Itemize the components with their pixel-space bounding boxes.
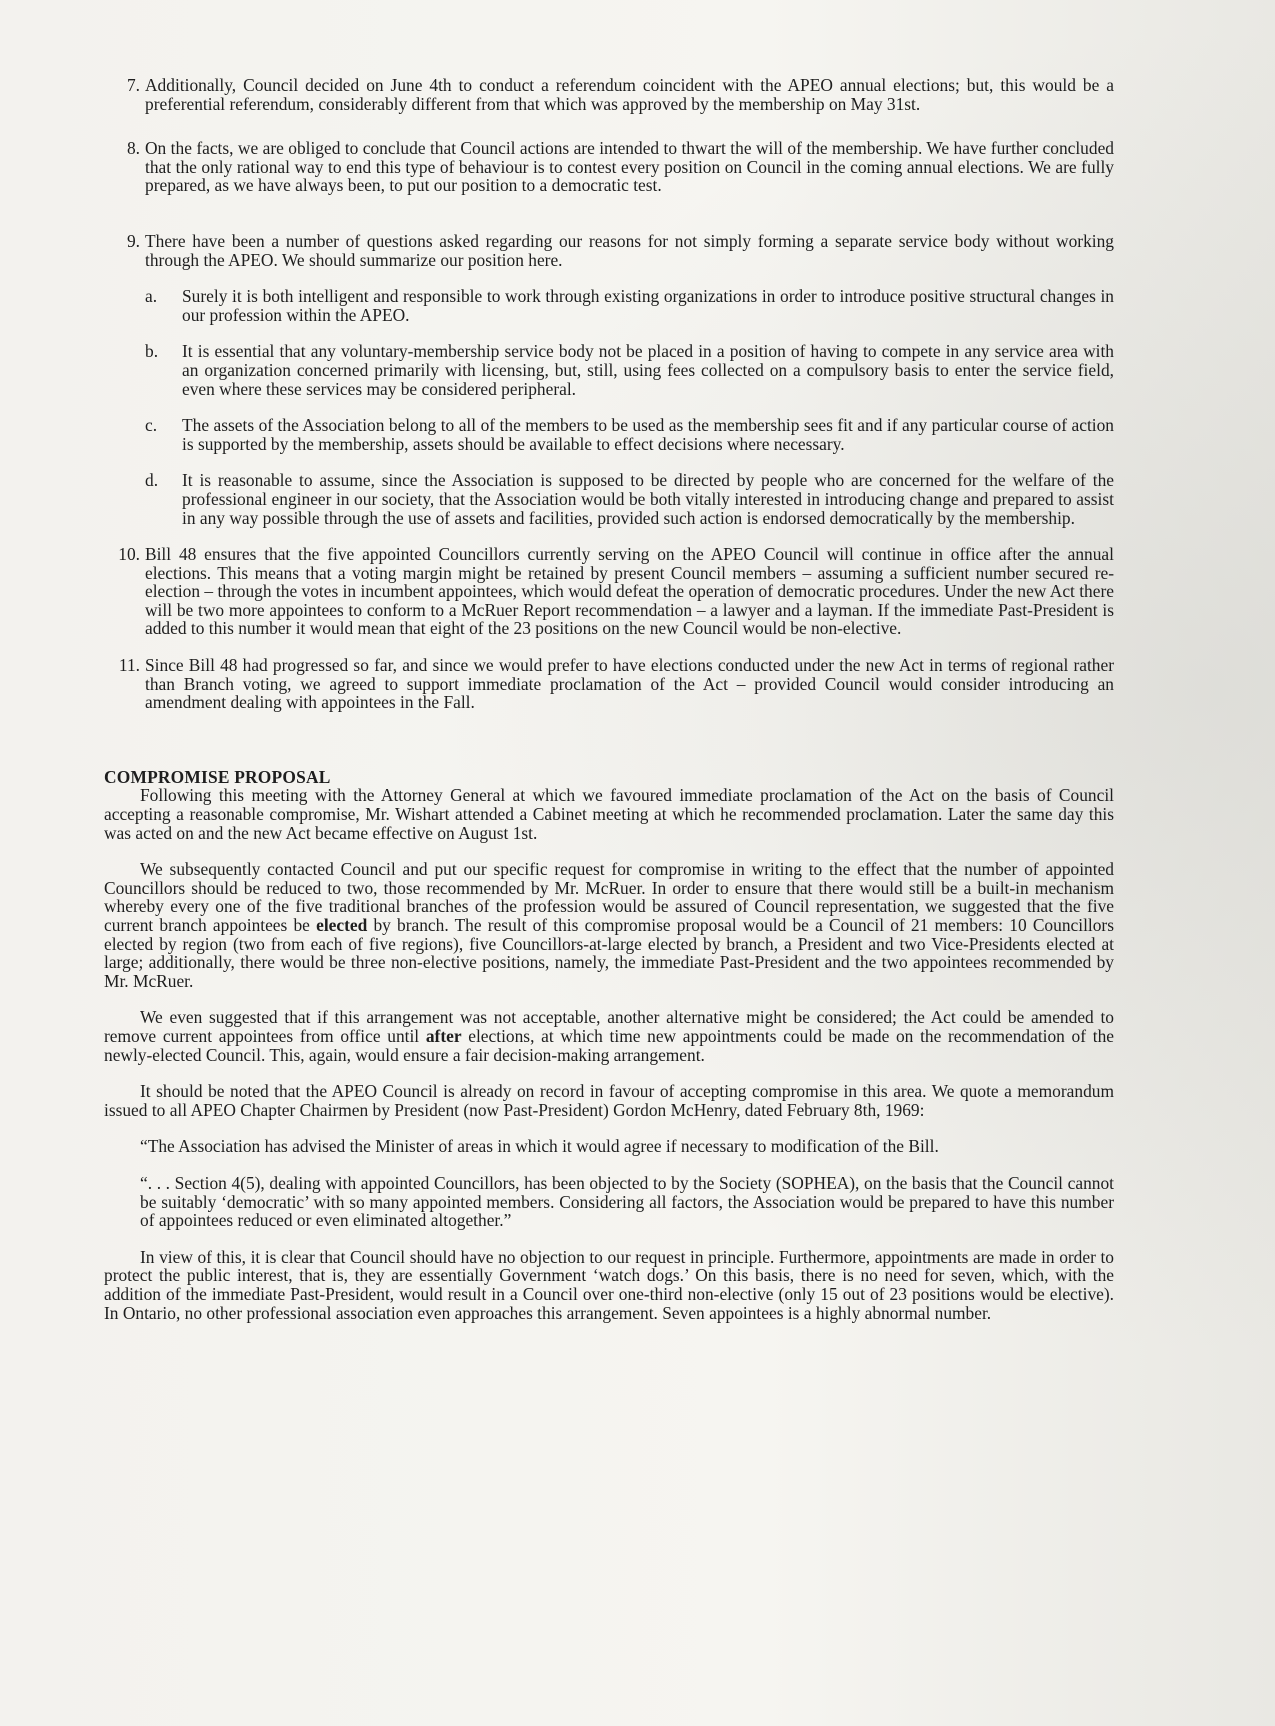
item-text: Since Bill 48 had progressed so far, and since we would prefer to have elections conducted under the new Act in terms of regional rather than Branch voting, we agreed to support immediate proclamation of the Act – provided Council would consider introducing an amendment dealing with appointees in the Fall.	[145, 655, 1114, 713]
subitem-c	[104, 416, 1114, 453]
item-number: 8.	[126, 138, 140, 159]
subitem-letter: b.	[145, 341, 159, 362]
item-number: 11.	[118, 655, 140, 676]
item-text: Bill 48 ensures that the five appointed Councillors currently serving on the APEO Council will continue in office after the annual elections. This means that a voting margin might be retained by present Council members – assuming a sufficient number secured re-election – through the votes in incumbent appointees, which would defeat the operation of democratic procedures. Under the new Act there will be two more appointees to conform to a McRuer Report recommendation – a lawyer and a layman. If the immediate Past-President is added to this number it would mean that eight of the 23 positions on the new Council would be non-elective.	[145, 544, 1114, 639]
subitem-letter: a.	[145, 286, 158, 307]
paragraph-4: It should be noted that the APEO Council is already on record in favour of accepting compromise in this area. We quote a memorandum issued to all APEO Chapter Chairmen by President (now Past-President) Gordon McHenry, dated February 8th, 1969:	[104, 1081, 1114, 1120]
paragraph-2-text-b: by branch. The result of this compromise proposal would be a Council of 21 members: 10 Councillors elected by region (two from each of five regions), five Councillors-at-large elected by branch, a President and two Vice-Presidents elected at large; additionally, there would be three non-elective positions, namely, the immediate Past-President and the two appointees recommended by Mr. McRuer.	[104, 915, 1114, 991]
subitem-a	[104, 287, 1114, 324]
item-11	[104, 656, 1114, 712]
subitem-text: It is reasonable to assume, since the Association is supposed to be directed by people who are concerned for the welfare of the professional engineer in our society, that the Association would be both vitally interested in introducing change and prepared to assist in any way possible through the use of assets and facilities, provided such action is endorsed democratically by the membership.	[182, 470, 1114, 528]
item-text: Additionally, Council decided on June 4th to conduct a referendum coincident with the APEO annual elections; but, this would be a preferential referendum, considerably different from that which was approved by the membership on May 31st.	[145, 75, 1114, 114]
quote-1: “The Association has advised the Minister of areas in which it would agree if necessary to modification of the Bill.	[140, 1136, 939, 1157]
item-8	[104, 139, 1114, 195]
subitem-text: It is essential that any voluntary-membership service body not be placed in a position of having to compete in any service area with an organization concerned primarily with licensing, but, still, using fees collected on a compulsory basis to enter the service field, even where these services may be considered peripheral.	[182, 341, 1114, 399]
paragraph-3	[104, 1008, 1114, 1064]
item-7	[104, 76, 1114, 113]
item-number: 9.	[126, 230, 140, 251]
paragraph-2-emphasis: elected	[316, 915, 368, 935]
item-text: On the facts, we are obliged to conclude that Council actions are intended to thwart the will of the membership. We have further concluded that the only rational way to end this type of behaviour is to contest every position on Council in the coming annual elections. We are fully prepared, as we have always been, to put our position to a democratic test.	[145, 138, 1114, 196]
item-number: 7.	[126, 75, 140, 95]
paragraph-1: Following this meeting with the Attorney General at which we favoured immediate proclamation of the Act on the basis of Council accepting a reasonable compromise, Mr. Wishart attended a Cabinet meeting at which he recommended proclamation. Later the same day this was acted on and the new Act became effective on August 1st.	[104, 785, 1114, 843]
paragraph-3-emphasis: after	[425, 1025, 462, 1046]
item-number: 10.	[118, 544, 140, 565]
subitem-text: Surely it is both intelligent and responsible to work through existing organizations in order to introduce positive structural changes in our profession within the APEO.	[182, 286, 1114, 325]
subitem-text: The assets of the Association belong to all of the members to be used as the membership sees fit and if any particular course of action is supported by the membership, assets should be available to effect decisions where necessary.	[182, 415, 1114, 454]
subitem-letter: d.	[145, 470, 159, 491]
paragraph-5: In view of this, it is clear that Council should have no objection to our request in principle. Furthermore, appointments are made in order to protect the public interest, that is, they are essentially Government ‘watch dogs.’ On this basis, there is no need for seven, which, with the addition of the immediate Past-President, would result in a Council over one-third non-elective (only 15 out of 23 positions would be elective). In Ontario, no other professional association even approaches this arrangement. Seven appointees is a highly abnormal number.	[104, 1246, 1114, 1323]
document-body	[104, 76, 1114, 1322]
paragraph-2-text-a: We subsequently contacted Council and put our specific request for compromise in writing to the effect that the number of appointed Councillors should be reduced to two, those recommended by Mr. McRuer. In order to ensure that there would still be a built-in mechanism whereby every one of the five traditional branches of the profession would be assured of Council representation, we suggested that the five current branch appointees be	[104, 859, 1114, 935]
item-text: There have been a number of questions asked regarding our reasons for not simply forming a separate service body without working through the APEO. We should summarize our position here.	[145, 230, 1114, 270]
subitem-letter: c.	[145, 415, 158, 436]
paragraph-3-text-a: We even suggested that if this arrangement was not acceptable, another alternative might be considered; the Act could be amended to remove current appointees from office until	[104, 1007, 1114, 1046]
subitem-d	[104, 471, 1114, 527]
subitem-b	[104, 342, 1114, 398]
paragraph-3-text-b: elections, at which time new appointments could be made on the recommendation of the newly-elected Council. This, again, would ensure a fair decision-making arrangement.	[104, 1025, 1114, 1065]
paragraph-2	[104, 860, 1114, 990]
item-10	[104, 545, 1114, 638]
item-9	[104, 232, 1114, 269]
quote-2: “. . . Section 4(5), dealing with appointed Councillors, has been objected to by the Society (SOPHEA), on the basis that the Council cannot be suitably ‘democratic’ with so many appointed members. Considering all factors, the Association would be prepared to have this number of appointees reduced or even eliminated altogether.”	[140, 1172, 1114, 1231]
section-heading: COMPROMISE PROPOSAL	[104, 766, 331, 787]
